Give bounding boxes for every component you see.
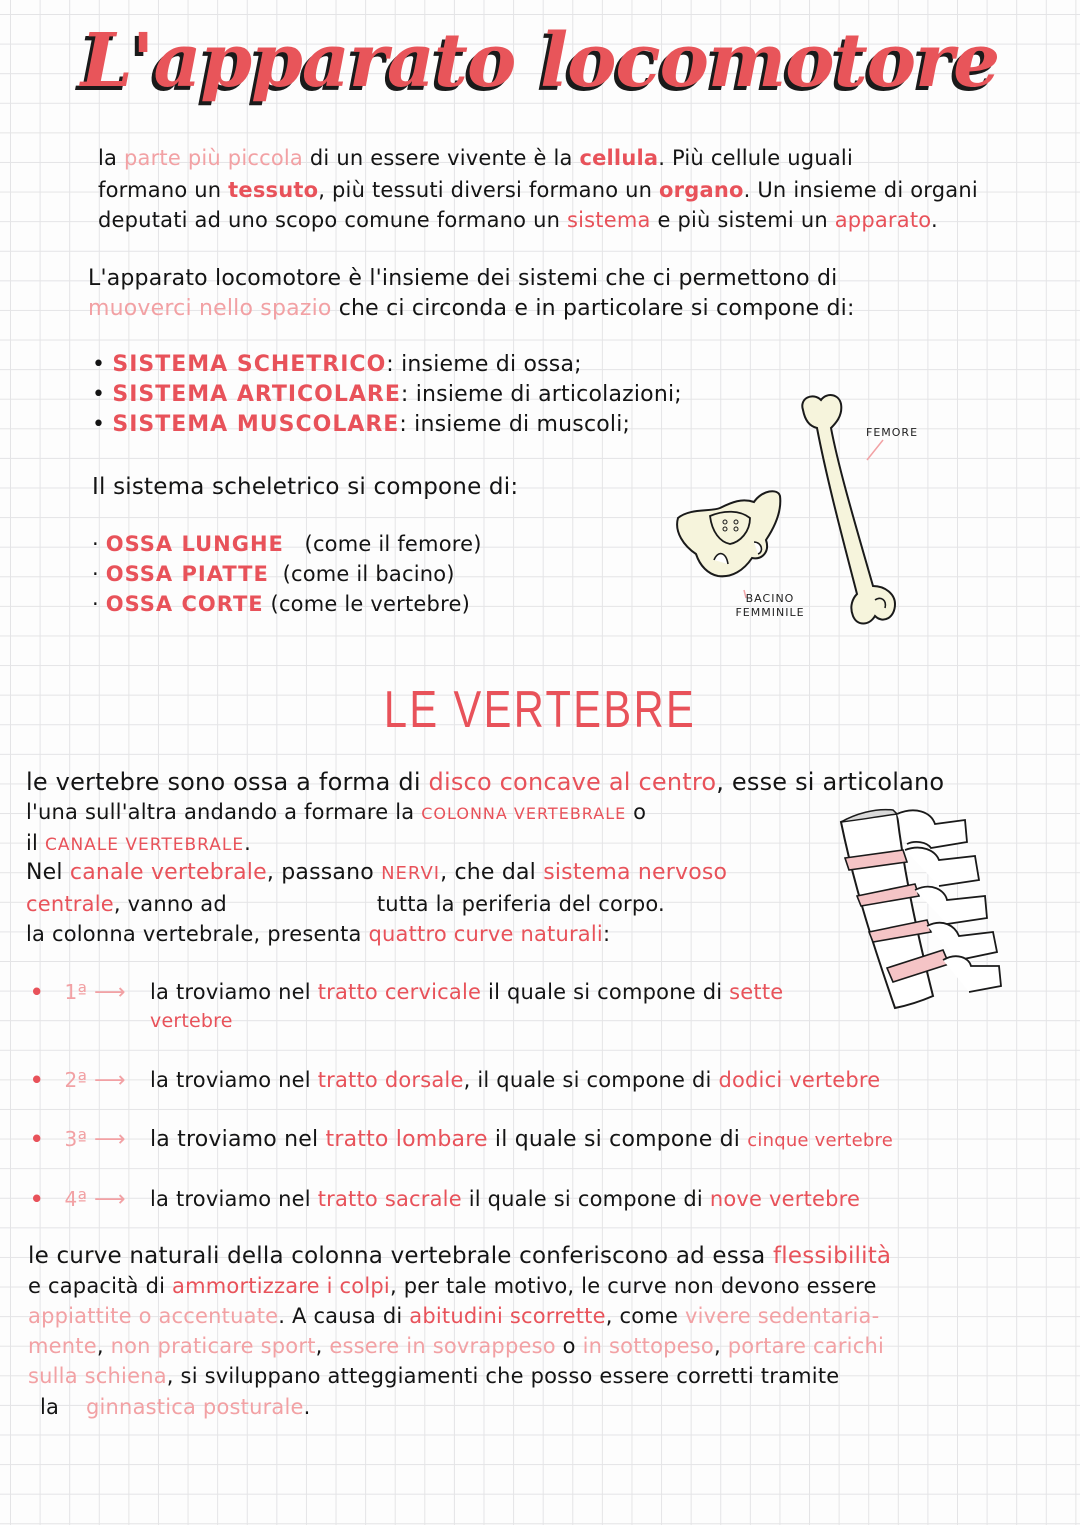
bone-type-name: OSSA CORTE xyxy=(105,592,264,616)
text: la xyxy=(40,1395,66,1419)
text: . A causa di xyxy=(278,1304,410,1328)
curve-item xyxy=(30,980,126,1005)
highlight-smallest-part: parte più piccola xyxy=(123,146,304,170)
text: , più tessuti diversi formano un xyxy=(318,178,660,202)
bone-type-name: OSSA LUNGHE xyxy=(105,532,284,556)
text: , passano xyxy=(266,860,382,885)
highlight-tract: tratto lombare xyxy=(325,1127,488,1152)
text: . xyxy=(303,1395,311,1419)
highlight-disc: disco concave al centro xyxy=(428,768,717,796)
system-item xyxy=(92,382,682,407)
bone-type-item xyxy=(92,562,455,586)
bullet-icon: • xyxy=(30,980,44,1004)
bone-type-example: (come il femore) xyxy=(304,532,482,556)
text: deputati ad uno scopo comune formano un xyxy=(98,208,567,232)
text: , come xyxy=(605,1304,685,1328)
system-desc: : insieme di ossa; xyxy=(386,352,582,377)
text: che ci circonda e in particolare si compone di: xyxy=(331,296,855,321)
curve-item xyxy=(30,1187,126,1212)
text: la troviamo nel xyxy=(150,1187,318,1211)
intro-line-2 xyxy=(98,178,978,202)
text: . Un insieme di organi xyxy=(743,178,978,202)
highlight-spinal-column: COLONNA VERTEBRALE xyxy=(421,804,627,823)
bullet-icon: · xyxy=(92,562,106,586)
highlight-absorb-shocks: ammortizzare i colpi xyxy=(172,1274,390,1298)
highlight-sedentary: vivere sedentaria- xyxy=(684,1304,880,1328)
text: . xyxy=(930,208,938,232)
bone-type-example: (come il bacino) xyxy=(282,562,455,586)
curve-text-continued: vertebre xyxy=(150,1010,233,1032)
highlight-postural-gym: ginnastica posturale xyxy=(85,1395,304,1419)
highlight-loads: portare carichi xyxy=(727,1334,885,1358)
text: Nel xyxy=(26,860,70,885)
vertebrae-line-2 xyxy=(26,800,646,824)
text: la xyxy=(98,146,124,170)
vertebrae-line-3 xyxy=(26,831,251,855)
intro-line-1 xyxy=(98,146,853,170)
highlight-count: dodici vertebre xyxy=(718,1068,881,1092)
text: o xyxy=(626,800,647,824)
curve-text xyxy=(150,1127,893,1152)
bullet-icon: • xyxy=(30,1068,44,1092)
text: , xyxy=(96,1334,111,1358)
highlight-overweight: essere in sovrappeso xyxy=(329,1334,556,1358)
curve-ordinal: 3ª xyxy=(64,1127,88,1151)
bone-type-name: OSSA PIATTE xyxy=(105,562,269,586)
highlight-tract: tratto sacrale xyxy=(317,1187,462,1211)
vertebrae-line-1 xyxy=(26,768,944,796)
conclusion-line-3 xyxy=(28,1304,879,1328)
pelvis-label-line-2: FEMMINILE xyxy=(735,606,805,619)
highlight-canal: canale vertebrale xyxy=(69,860,267,885)
vertebral-column-illustration xyxy=(835,800,1005,1010)
highlight-flexibility: flessibilità xyxy=(772,1243,892,1269)
highlight-tissue: tessuto xyxy=(228,178,319,202)
curve-text xyxy=(150,1187,860,1211)
curve-ordinal: 1ª xyxy=(64,980,88,1004)
highlight-bad-habits: abitudini scorrette xyxy=(409,1304,606,1328)
bone-type-item xyxy=(92,592,470,616)
conclusion-line-6 xyxy=(40,1395,311,1419)
text: , xyxy=(315,1334,330,1358)
text: tutta la periferia del corpo. xyxy=(376,892,665,916)
conclusion-line-4 xyxy=(28,1334,884,1358)
arrow-right-icon: ⟶ xyxy=(93,980,126,1005)
text: la troviamo nel xyxy=(150,1068,318,1092)
text: e capacità di xyxy=(28,1274,173,1298)
text: : xyxy=(602,922,611,946)
pelvis-illustration xyxy=(670,480,790,590)
highlight-spinal-canal: CANALE VERTEBRALE xyxy=(44,835,245,855)
system-item xyxy=(92,412,630,437)
highlight-flattened: appiattite o accentuate xyxy=(28,1304,279,1328)
femur-label: FEMORE xyxy=(866,426,919,439)
highlight-tract: tratto cervicale xyxy=(317,980,482,1004)
bullet-icon: • xyxy=(92,412,113,437)
highlight-central: centrale xyxy=(26,892,114,916)
highlight-cell: cellula xyxy=(579,146,659,170)
text: il quale si compone di xyxy=(481,980,730,1004)
text: . xyxy=(244,831,252,855)
text: , per tale motivo, le curve non devono essere xyxy=(389,1274,877,1298)
system-desc: : insieme di articolazioni; xyxy=(400,382,682,407)
page-title: L'apparato locomotore xyxy=(80,18,1000,104)
vertebrae-line-5 xyxy=(26,892,665,916)
highlight-tract: tratto dorsale xyxy=(317,1068,464,1092)
section-title-vertebrae: LE VERTEBRE xyxy=(383,681,697,739)
system-item xyxy=(92,352,582,377)
arrow-right-icon: ⟶ xyxy=(93,1187,126,1212)
conclusion-line-1 xyxy=(28,1243,891,1269)
system-name: SISTEMA SCHETRICO xyxy=(112,352,387,377)
text: il quale si compone di xyxy=(487,1127,748,1152)
highlight-nerves: NERVI xyxy=(381,863,441,884)
highlight-four-curves: quattro curve naturali xyxy=(368,922,603,946)
definition-line-1: L'apparato locomotore è l'insieme dei sistemi che ci permettono di xyxy=(88,266,838,291)
text: , si sviluppano atteggiamenti che posso essere corretti tramite xyxy=(166,1364,840,1388)
text: la troviamo nel xyxy=(150,980,318,1004)
highlight-organ: organo xyxy=(659,178,744,202)
bone-type-example: (come le vertebre) xyxy=(270,592,470,616)
text: , esse si articolano xyxy=(716,768,945,796)
highlight-count: cinque vertebre xyxy=(747,1130,893,1151)
highlight-back: sulla schiena xyxy=(28,1364,167,1388)
text: di un essere vivente è la xyxy=(303,146,580,170)
curve-text xyxy=(150,980,783,1004)
highlight-underweight: in sottopeso xyxy=(582,1334,714,1358)
bone-type-item xyxy=(92,532,482,556)
highlight-no-sport: non praticare sport xyxy=(110,1334,316,1358)
text: la colonna vertebrale, presenta xyxy=(26,922,369,946)
text: le curve naturali della colonna vertebrale conferiscono ad essa xyxy=(28,1243,773,1269)
highlight-nervous-system: sistema nervoso xyxy=(543,860,728,885)
highlight-move: muoverci nello spazio xyxy=(88,296,332,321)
vertebrae-line-4 xyxy=(26,860,727,885)
text: il quale si compone di xyxy=(461,1187,710,1211)
conclusion-line-5 xyxy=(28,1364,839,1388)
text: , che dal xyxy=(440,860,544,885)
highlight-sedentary-cont: mente xyxy=(28,1334,97,1358)
intro-line-3 xyxy=(98,208,938,232)
curve-text xyxy=(150,1068,880,1092)
bullet-icon: · xyxy=(92,592,106,616)
text: il xyxy=(26,831,45,855)
text: , xyxy=(713,1334,728,1358)
highlight-apparatus: apparato xyxy=(834,208,931,232)
skeletal-intro: Il sistema scheletrico si compone di: xyxy=(92,474,519,500)
pelvis-label-line-1: BACINO xyxy=(745,592,795,605)
bullet-icon: • xyxy=(92,352,113,377)
text: formano un xyxy=(98,178,229,202)
text: , il quale si compone di xyxy=(463,1068,719,1092)
text: la troviamo nel xyxy=(150,1127,326,1152)
definition-line-2 xyxy=(88,296,855,321)
vertebrae-line-6 xyxy=(26,922,610,946)
text: . Più cellule uguali xyxy=(658,146,853,170)
highlight-count: sette xyxy=(729,980,784,1004)
arrow-right-icon: ⟶ xyxy=(93,1127,126,1152)
curve-ordinal: 4ª xyxy=(64,1187,88,1211)
conclusion-line-2 xyxy=(28,1274,877,1298)
curve-item xyxy=(30,1068,126,1093)
system-name: SISTEMA ARTICOLARE xyxy=(112,382,401,407)
highlight-count: nove vertebre xyxy=(709,1187,861,1211)
system-name: SISTEMA MUSCOLARE xyxy=(112,412,400,437)
bullet-icon: · xyxy=(92,532,106,556)
system-desc: : insieme di muscoli; xyxy=(399,412,631,437)
text: le vertebre sono ossa a forma di xyxy=(26,768,429,796)
bullet-icon: • xyxy=(30,1187,44,1211)
text: e più sistemi un xyxy=(650,208,835,232)
curve-item xyxy=(30,1127,126,1152)
highlight-system: sistema xyxy=(566,208,651,232)
text: o xyxy=(555,1334,583,1358)
bullet-icon: • xyxy=(92,382,113,407)
text: , vanno ad xyxy=(113,892,227,916)
text: l'una sull'altra andando a formare la xyxy=(26,800,422,824)
bullet-icon: • xyxy=(30,1127,44,1151)
curve-ordinal: 2ª xyxy=(64,1068,88,1092)
arrow-right-icon: ⟶ xyxy=(93,1068,126,1093)
